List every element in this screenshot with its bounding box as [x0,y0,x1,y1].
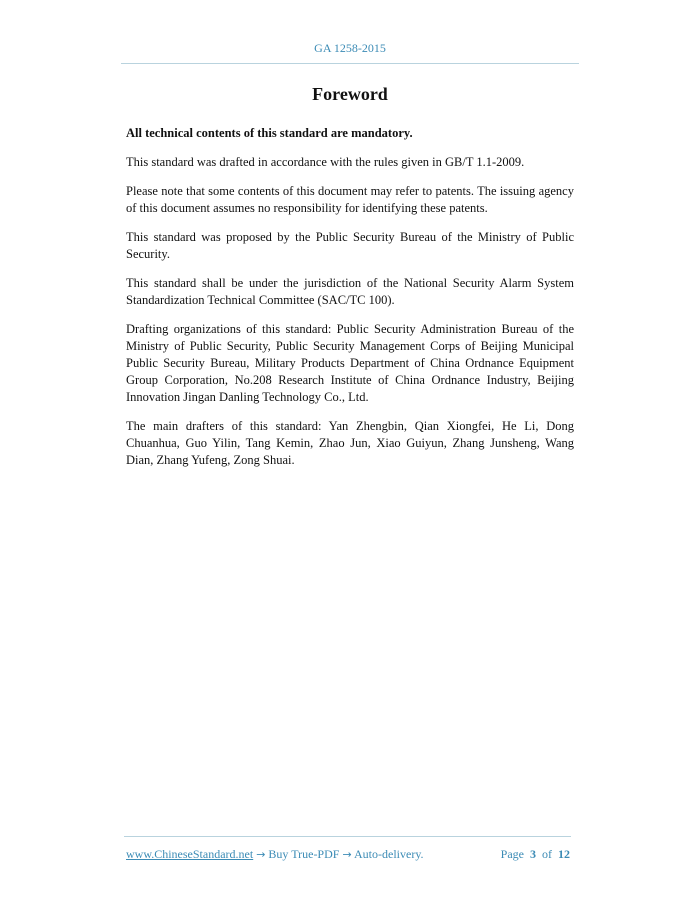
buy-pdf-text: Buy True-PDF [268,847,340,861]
page-of-label: of [542,847,552,861]
running-header: GA 1258-2015 [314,41,386,55]
drafting-organizations-paragraph: Drafting organizations of this standard: Public Security Administration Bureau of the Ministry of Public Security, Public Security Management Corps of Beijing Municipal Public Security Bureau, Military Products Department of China Ordnance Equipment Group Corporation, No.208 Research Institute of China Ordnance Industry, Beijing Innovation Jingan Danling Technology Co., Ltd. [126,322,574,404]
footer-divider [124,836,571,837]
main-drafters-paragraph: The main drafters of this standard: Yan Zhengbin, Qian Xiongfei, He Li, Dong Chuanhua, Guo Yilin, Tang Kemin, Zhao Jun, Xiao Guiyun, Zhang Junsheng, Wang Dian, Zhang Yufeng, Zong Shuai. [126,419,574,467]
footer-promo [126,847,424,862]
proposer-paragraph: This standard was proposed by the Public Security Bureau of the Ministry of Public Security. [126,230,574,261]
arrow-right-icon: → [256,848,266,861]
jurisdiction-paragraph: This standard shall be under the jurisdiction of the National Security Alarm System Standardization Technical Committee (SAC/TC 100). [126,276,574,307]
mandatory-statement: All technical contents of this standard are mandatory. [126,126,413,140]
total-pages: 12 [558,847,570,861]
drafting-rules-paragraph: This standard was drafted in accordance with the rules given in GB/T 1.1-2009. [126,155,525,169]
page-label: Page [500,847,524,861]
header-divider [121,63,579,64]
arrow-right-icon: → [342,848,352,861]
foreword-body [126,125,574,481]
current-page: 3 [530,847,536,861]
website-link[interactable]: www.ChineseStandard.net [126,847,254,861]
page-number [501,847,570,862]
patent-notice-paragraph: Please note that some contents of this document may refer to patents. The issuing agency of this document assumes no responsibility for identifying these patents. [126,184,574,215]
page-title: Foreword [312,84,388,104]
auto-delivery-text: Auto-delivery. [354,847,424,861]
